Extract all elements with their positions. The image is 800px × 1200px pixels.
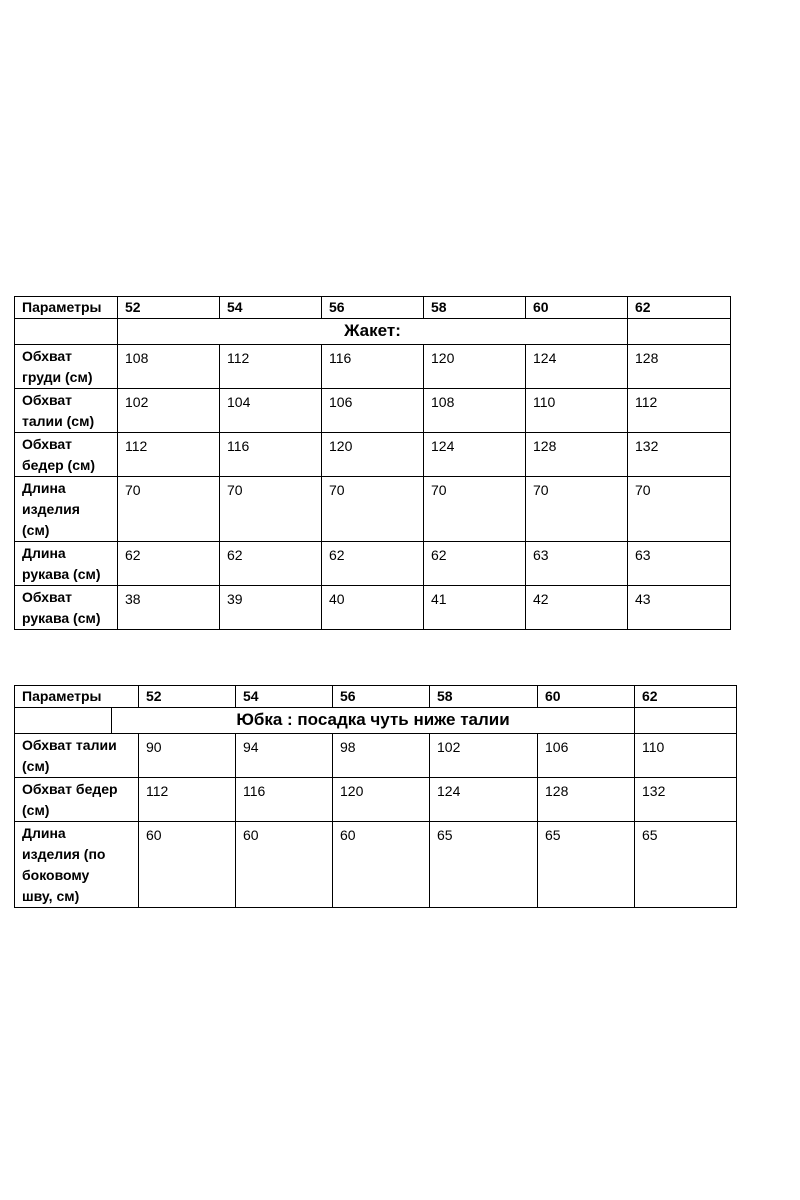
value-cell: 39 (220, 586, 322, 630)
value-cell: 128 (538, 778, 635, 822)
value-cell: 104 (220, 389, 322, 433)
value-cell: 112 (118, 433, 220, 477)
value-cell: 106 (538, 734, 635, 778)
value-cell: 120 (333, 778, 430, 822)
value-cell: 70 (526, 477, 628, 542)
label-line: (см) (22, 522, 50, 538)
size-header-54: 54 (236, 686, 333, 708)
value-cell: 108 (118, 345, 220, 389)
value-cell: 124 (430, 778, 538, 822)
value-cell: 60 (236, 822, 333, 908)
value-cell: 70 (628, 477, 731, 542)
label-line: бедер (см) (22, 457, 96, 473)
header-cell-parameters: Параметры (15, 686, 139, 708)
value-cell: 112 (220, 345, 322, 389)
section-row (15, 319, 731, 345)
value-cell: 128 (526, 433, 628, 477)
size-header-56: 56 (322, 297, 424, 319)
value-cell: 70 (322, 477, 424, 542)
param-label (15, 586, 118, 630)
size-header-54: 54 (220, 297, 322, 319)
header-row (15, 686, 737, 708)
size-header-52: 52 (118, 297, 220, 319)
section-spacer-right (635, 708, 737, 734)
label-line: Длина (22, 480, 66, 496)
value-cell: 124 (424, 433, 526, 477)
param-label (15, 345, 118, 389)
value-cell: 70 (424, 477, 526, 542)
value-cell: 102 (118, 389, 220, 433)
table-row (15, 477, 731, 542)
value-cell: 62 (220, 542, 322, 586)
value-cell: 98 (333, 734, 430, 778)
param-label (15, 433, 118, 477)
value-cell: 110 (526, 389, 628, 433)
value-cell: 132 (635, 778, 737, 822)
value-cell: 63 (526, 542, 628, 586)
value-cell: 116 (236, 778, 333, 822)
value-cell: 116 (220, 433, 322, 477)
value-cell: 112 (139, 778, 236, 822)
value-cell: 62 (118, 542, 220, 586)
value-cell: 40 (322, 586, 424, 630)
value-cell: 43 (628, 586, 731, 630)
label-line: Обхват талии (22, 737, 117, 753)
table-row (15, 345, 731, 389)
size-header-62: 62 (628, 297, 731, 319)
value-cell: 38 (118, 586, 220, 630)
size-header-58: 58 (424, 297, 526, 319)
size-header-56: 56 (333, 686, 430, 708)
label-line: Длина (22, 545, 66, 561)
label-line: боковому (22, 867, 90, 883)
value-cell: 65 (538, 822, 635, 908)
label-line: рукава (см) (22, 610, 101, 626)
value-cell: 112 (628, 389, 731, 433)
value-cell: 124 (526, 345, 628, 389)
skirt-size-table (14, 685, 737, 908)
value-cell: 90 (139, 734, 236, 778)
param-label (15, 542, 118, 586)
section-row (15, 708, 737, 734)
header-row (15, 297, 731, 319)
value-cell: 110 (635, 734, 737, 778)
param-label (15, 477, 118, 542)
label-line: шву, см) (22, 888, 80, 904)
jacket-size-table (14, 296, 731, 630)
table-row (15, 389, 731, 433)
section-title: Жакет: (118, 319, 628, 345)
value-cell: 70 (220, 477, 322, 542)
label-line: талии (см) (22, 413, 95, 429)
label-line: Обхват (22, 589, 73, 605)
param-label (15, 389, 118, 433)
param-label (15, 778, 139, 822)
value-cell: 60 (139, 822, 236, 908)
size-header-62: 62 (635, 686, 737, 708)
table-row (15, 822, 737, 908)
size-header-58: 58 (430, 686, 538, 708)
value-cell: 41 (424, 586, 526, 630)
label-line: рукава (см) (22, 566, 101, 582)
value-cell: 128 (628, 345, 731, 389)
section-spacer-left (15, 708, 112, 734)
label-line: Обхват (22, 436, 73, 452)
table-row (15, 433, 731, 477)
table-row (15, 542, 731, 586)
section-spacer-right (628, 319, 731, 345)
label-line: Длина (22, 825, 66, 841)
value-cell: 132 (628, 433, 731, 477)
value-cell: 60 (333, 822, 430, 908)
section-title: Юбка : посадка чуть ниже талии (112, 708, 635, 734)
label-line: Обхват бедер (22, 781, 118, 797)
value-cell: 120 (424, 345, 526, 389)
value-cell: 62 (424, 542, 526, 586)
table-row (15, 778, 737, 822)
value-cell: 63 (628, 542, 731, 586)
value-cell: 65 (635, 822, 737, 908)
value-cell: 42 (526, 586, 628, 630)
value-cell: 120 (322, 433, 424, 477)
label-line: изделия (22, 501, 80, 517)
table-row (15, 734, 737, 778)
param-label (15, 822, 139, 908)
label-line: (см) (22, 758, 50, 774)
size-header-60: 60 (526, 297, 628, 319)
value-cell: 70 (118, 477, 220, 542)
param-label (15, 734, 139, 778)
size-header-60: 60 (538, 686, 635, 708)
label-line: Обхват (22, 348, 73, 364)
value-cell: 62 (322, 542, 424, 586)
label-line: Обхват (22, 392, 73, 408)
label-line: груди (см) (22, 369, 93, 385)
label-line: (см) (22, 802, 50, 818)
header-cell-parameters: Параметры (15, 297, 118, 319)
value-cell: 116 (322, 345, 424, 389)
value-cell: 94 (236, 734, 333, 778)
size-header-52: 52 (139, 686, 236, 708)
value-cell: 102 (430, 734, 538, 778)
value-cell: 106 (322, 389, 424, 433)
table-row (15, 586, 731, 630)
section-spacer-left (15, 319, 118, 345)
value-cell: 65 (430, 822, 538, 908)
label-line: изделия (по (22, 846, 106, 862)
value-cell: 108 (424, 389, 526, 433)
